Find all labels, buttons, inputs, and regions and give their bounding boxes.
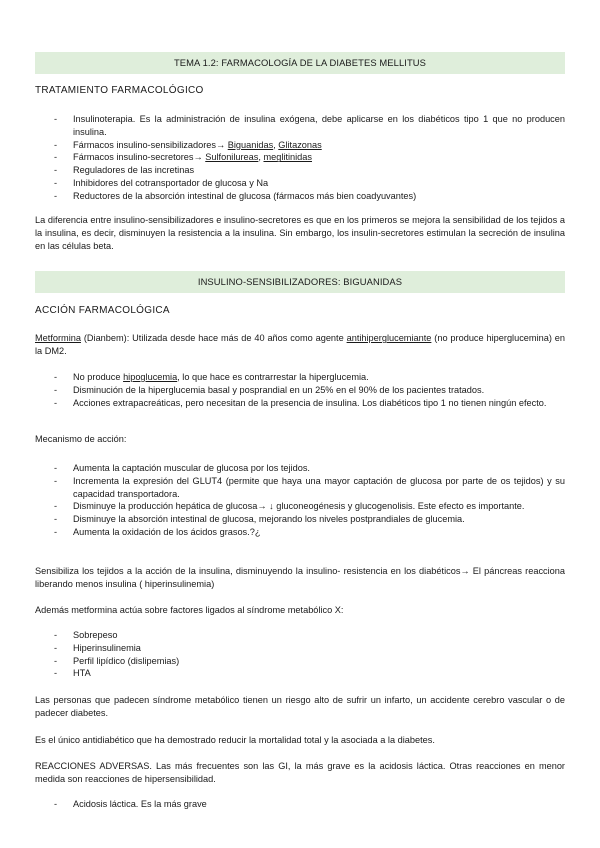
list-item: - HTA [35, 667, 565, 680]
riesgo-paragraph: Las personas que padecen síndrome metabólico tienen un riesgo alto de sufrir un infarto, un accidente cerebro vascular o de padecer diabetes. [35, 695, 565, 718]
list-item: - Acciones extrapacreáticas, pero necesitan de la presencia de insulina. Los diabéticos tipo 1 no tienen ningún efecto. [35, 397, 565, 410]
accion-heading: ACCIÓN FARMACOLÓGICA [35, 305, 170, 316]
sensibiliza-paragraph: Sensibiliza los tejidos a la acción de la insulina, disminuyendo la insulino- resistencia en los diabéticos→ El páncreas reacciona liberando menos insulina ( hiperinsulinemia) [35, 566, 565, 589]
sindrome-list [35, 629, 565, 680]
reacciones-list [35, 798, 565, 811]
reacciones-paragraph: REACCIONES ADVERSAS. Las más frecuentes son las GI, la más grave es la acidosis láctica. Otras reacciones en menor medida son reacciones de hipersensibilidad. [35, 761, 565, 784]
list-item: - Disminuye la absorción intestinal de glucosa, mejorando los niveles postprandiales de glucemia. [35, 513, 565, 526]
list-item: - Fármacos insulino-secretores→ Sulfonilureas, meglitinidas [35, 151, 565, 164]
tratamiento-paragraph: La diferencia entre insulino-sensibilizadores e insulino-secretores es que en los primeros se mejora la sensibilidad de los tejidos a la insulina, es decir, disminuyen la resistencia a la insulina. Sin embargo, los insulin-secretores estimulan la secreción de insulina en las células beta. [35, 215, 565, 251]
list-item: - Reguladores de las incretinas [35, 164, 565, 177]
list-item: - Fármacos insulino-sensibilizadores→ Biguanidas, Glitazonas [35, 139, 565, 152]
tratamiento-heading: TRATAMIENTO FARMACOLÓGICO [35, 85, 204, 96]
sindrome-intro: Además metformina actúa sobre factores ligados al síndrome metabólico X: [35, 605, 344, 615]
page-title: TEMA 1.2: FARMACOLOGÍA DE LA DIABETES MELLITUS [173, 57, 427, 68]
list-item: - Sobrepeso [35, 629, 565, 642]
accion-list [35, 371, 565, 409]
mecanismo-list [35, 462, 565, 539]
list-item: - Incrementa la expresión del GLUT4 (permite que haya una mayor captación de glucosa por parte de os tejidos) y su capacidad transportadora. [35, 475, 565, 501]
list-item: - Reductores de la absorción intestinal de glucosa (fármacos más bien coadyuvantes) [35, 190, 565, 203]
list-item: - Insulinoterapia. Es la administración de insulina exógena, debe aplicarse en los diabéticos tipo 1 que no producen insulina. [35, 113, 565, 139]
list-item: - Perfil lipídico (dislipemias) [35, 655, 565, 668]
metformina-intro: Metformina (Dianbem): Utilizada desde hace más de 40 años como agente antihiperglucemiante (no produce hiperglucemina) en la DM2. [35, 333, 565, 356]
mecanismo-heading: Mecanismo de acción: [35, 434, 127, 444]
list-item: - Aumenta la oxidación de los ácidos grasos.?¿ [35, 526, 565, 539]
mortalidad-paragraph: Es el único antidiabético que ha demostrado reducir la mortalidad total y la asociada a la diabetes. [35, 735, 435, 745]
section-title: INSULINO-SENSIBILIZADORES: BIGUANIDAS [197, 276, 403, 287]
list-item: - No produce hipoglucemia, lo que hace es contrarrestar la hiperglucemia. [35, 371, 565, 384]
title-band [35, 52, 565, 74]
list-item: - Inhibidores del cotransportador de glucosa y Na [35, 177, 565, 190]
list-item: - Hiperinsulinemia [35, 642, 565, 655]
list-item: - Disminuye la producción hepática de glucosa→ ↓ gluconeogénesis y glucogenolisis. Este efecto es importante. [35, 500, 565, 513]
list-item: - Disminución de la hiperglucemia basal y posprandial en un 25% en el 90% de los pacientes tratados. [35, 384, 565, 397]
list-item: - Aumenta la captación muscular de glucosa por los tejidos. [35, 462, 565, 475]
section-band [35, 271, 565, 293]
list-item: - Acidosis láctica. Es la más grave [35, 798, 565, 811]
tratamiento-list [35, 113, 565, 203]
